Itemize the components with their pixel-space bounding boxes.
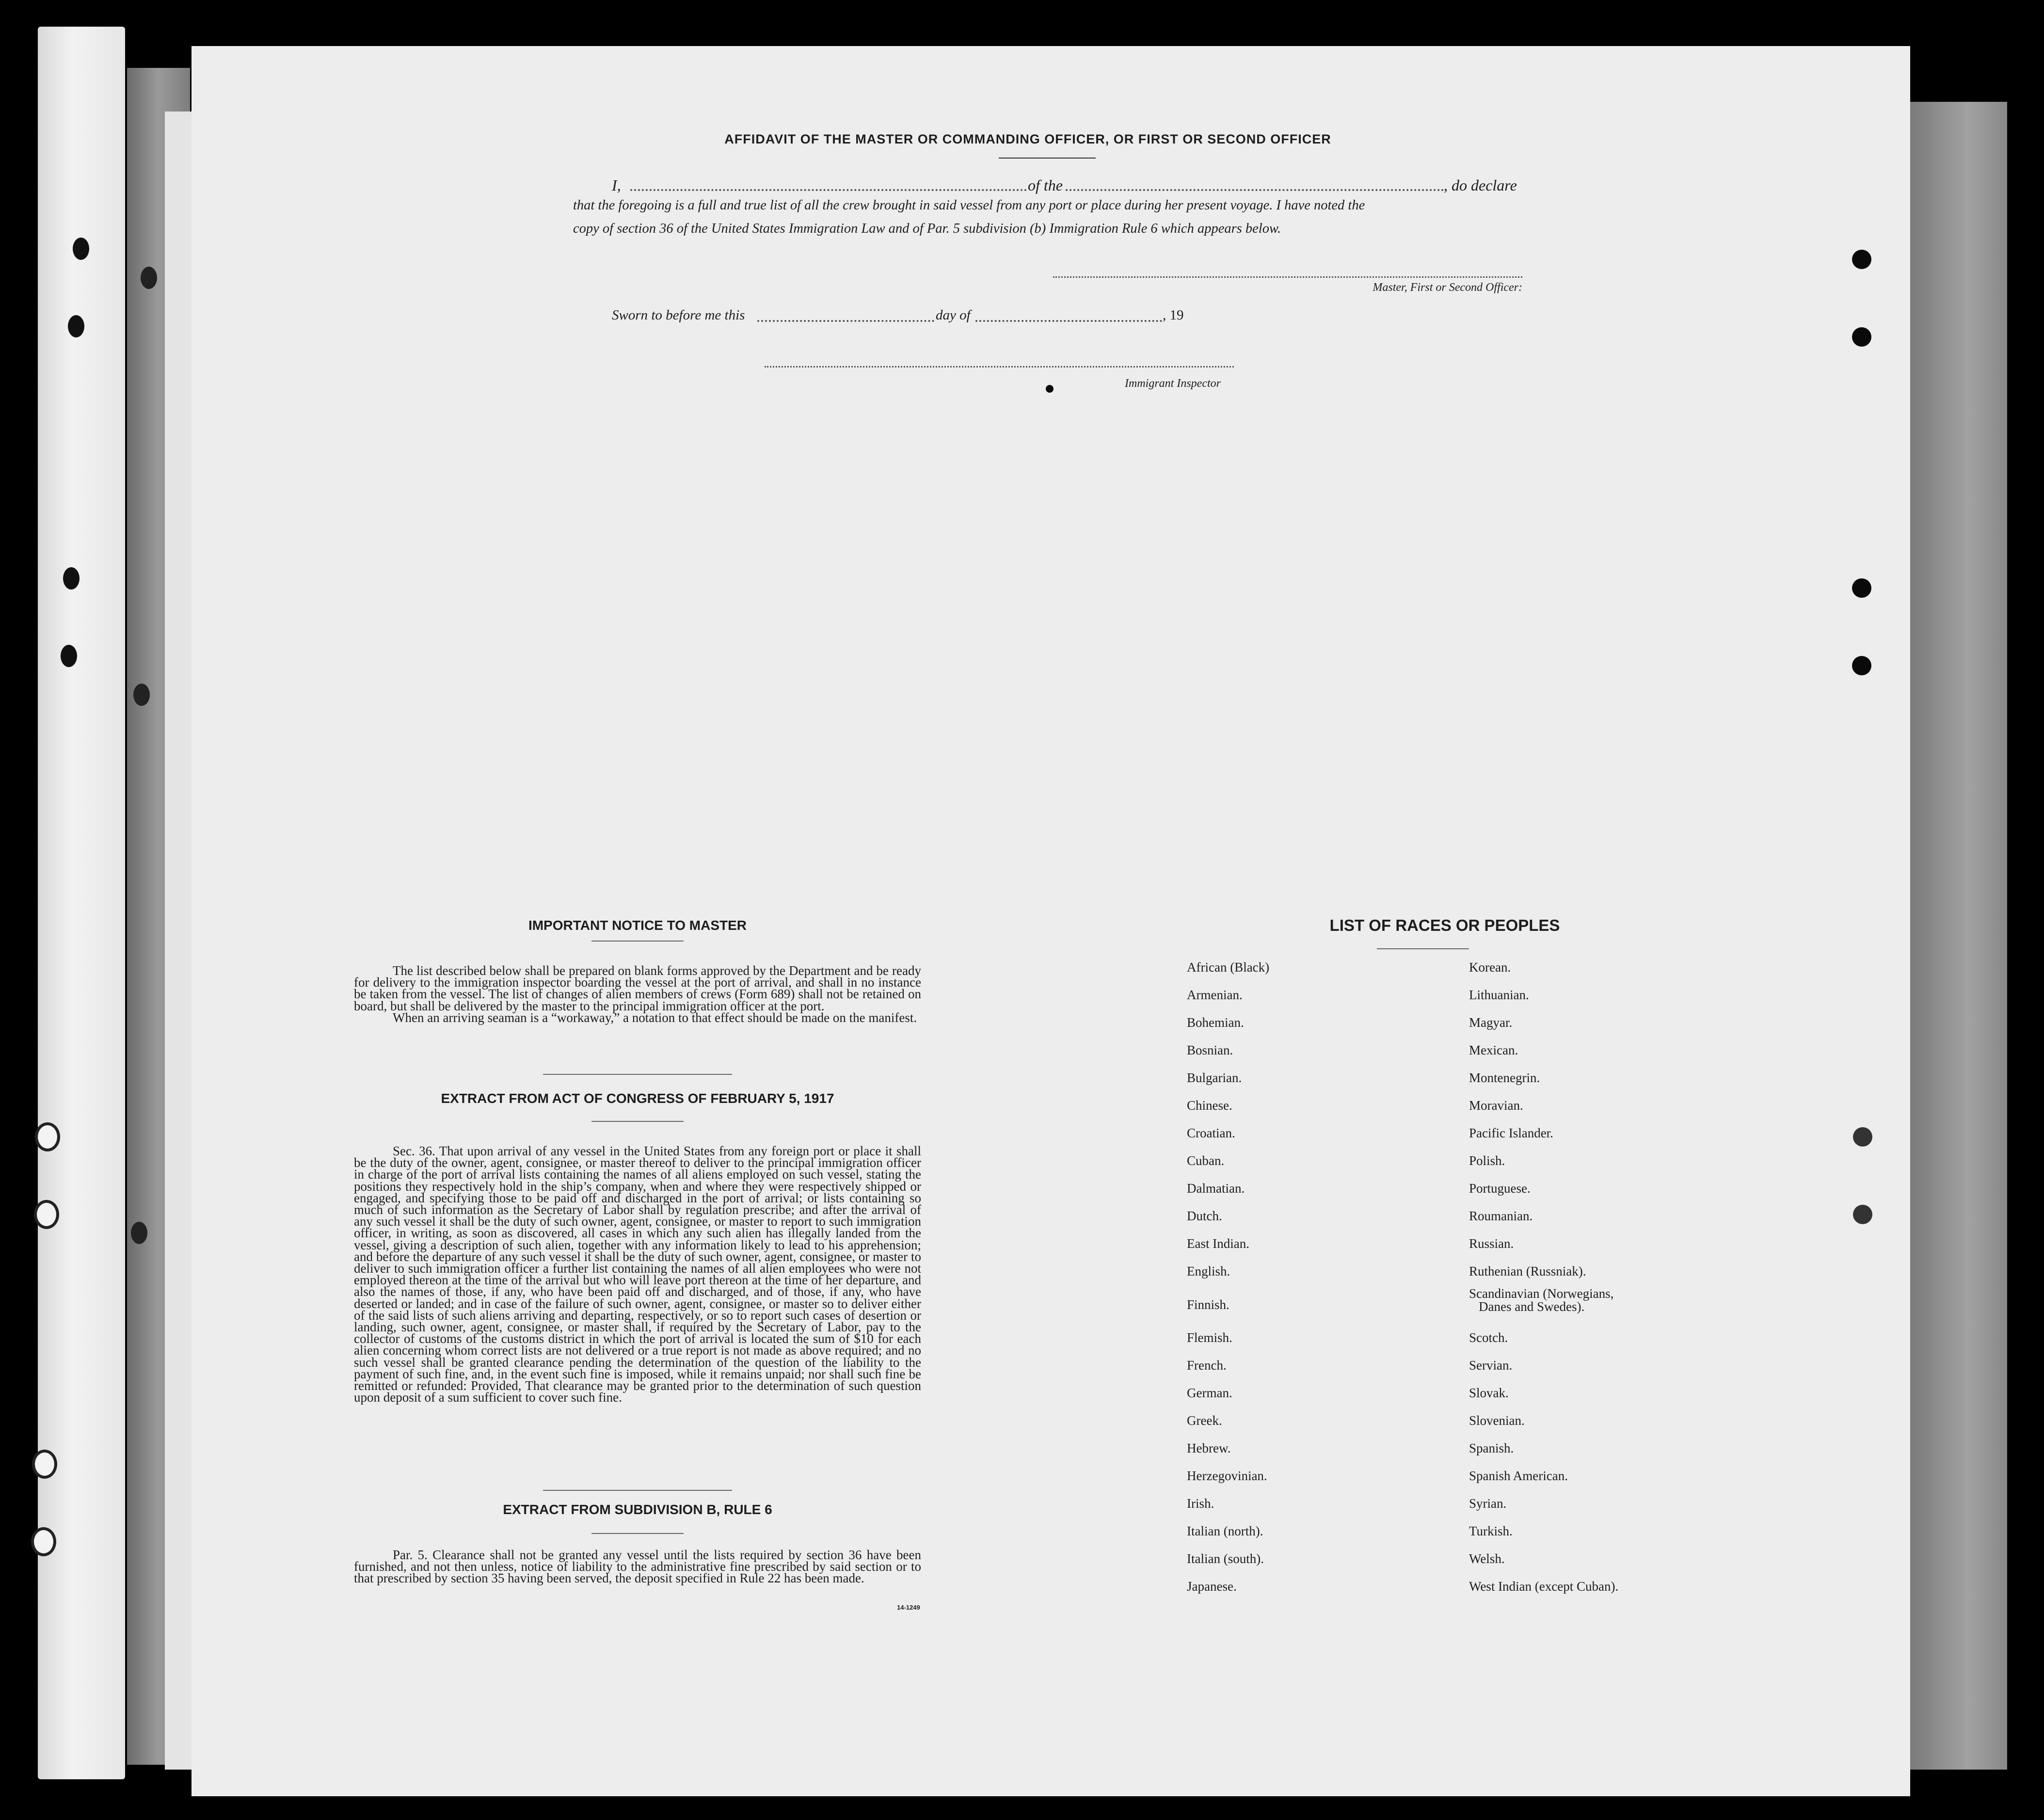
punch-hole (68, 315, 84, 337)
affidavit-text-line3: copy of section 36 of the United States Immigration Law and of Par. 5 subdivision (b) Immigration Rule 6 which appears below. (573, 221, 1281, 236)
punch-hole (133, 684, 150, 706)
race-item: Herzegovinian. (1187, 1469, 1267, 1483)
race-item: Finnish. (1187, 1297, 1230, 1312)
race-item: Slovak. (1469, 1386, 1509, 1400)
race-item: Roumanian. (1469, 1209, 1533, 1223)
race-item: English. (1187, 1264, 1230, 1278)
race-item: East Indian. (1187, 1236, 1249, 1251)
race-item: German. (1187, 1386, 1232, 1400)
divider (591, 1533, 684, 1534)
sworn-month-blank[interactable] (975, 320, 1162, 322)
punch-hole (141, 267, 157, 289)
race-item: African (Black) (1187, 960, 1270, 974)
notice-body (354, 965, 921, 1023)
affidavit-i-label: I, (612, 176, 621, 194)
sworn-label: Sworn to before me this (612, 307, 745, 323)
race-item: Dalmatian. (1187, 1181, 1245, 1196)
race-item: Turkish. (1469, 1524, 1513, 1538)
inspector-signature-blank[interactable] (765, 366, 1234, 367)
race-item: Armenian. (1187, 988, 1243, 1002)
race-item: Italian (north). (1187, 1524, 1263, 1538)
race-item: Welsh. (1469, 1551, 1505, 1566)
punch-hole (1853, 1205, 1872, 1224)
master-signature-label: Master, First or Second Officer: (1373, 281, 1522, 294)
race-item: Pacific Islander. (1469, 1126, 1553, 1140)
inspector-label: Immigrant Inspector (1125, 377, 1221, 390)
race-item: Flemish. (1187, 1330, 1232, 1345)
race-item: Danes and Swedes). (1479, 1299, 1585, 1314)
ring-hole (32, 1450, 57, 1479)
binder-cover-right (1910, 102, 2007, 1770)
notice-paragraph-2: When an arriving seaman is a “workaway,” a notation to that effect should be made on the manifest. (393, 1010, 917, 1025)
race-item: Magyar. (1469, 1015, 1513, 1030)
punch-hole (61, 645, 77, 667)
race-item: Chinese. (1187, 1098, 1232, 1113)
form-number: 14-1249 (897, 1604, 920, 1611)
divider (1377, 948, 1469, 949)
race-item: Hebrew. (1187, 1441, 1231, 1455)
race-item: Spanish American. (1469, 1469, 1568, 1483)
extract-act-body (354, 1145, 921, 1403)
punch-hole (1852, 578, 1871, 598)
master-signature-blank[interactable] (1053, 276, 1522, 278)
races-title: LIST OF RACES OR PEOPLES (1329, 916, 1560, 934)
divider (543, 1074, 732, 1075)
affidavit-of-label: of the (1028, 176, 1063, 194)
divider (591, 941, 684, 942)
race-item: Lithuanian. (1469, 988, 1529, 1002)
affidavit-declare-label: , do declare (1444, 176, 1517, 194)
affidavit-title: AFFIDAVIT OF THE MASTER OR COMMANDING OFFICER, OR FIRST OR SECOND OFFICER (724, 132, 1331, 146)
race-item: Scotch. (1469, 1330, 1508, 1345)
race-item: Italian (south). (1187, 1551, 1264, 1566)
affidavit-text-line2: that the foregoing is a full and true list of all the crew brought in said vessel from any port or place during her present voyage. I have noted the (573, 198, 1365, 213)
race-item: Slovenian. (1469, 1413, 1525, 1428)
race-item: Bohemian. (1187, 1015, 1244, 1030)
ink-dot (1046, 385, 1054, 393)
notice-title: IMPORTANT NOTICE TO MASTER (528, 918, 747, 933)
sworn-day-blank[interactable] (757, 320, 934, 322)
extract-rule-body (354, 1549, 921, 1584)
punch-hole (1852, 656, 1871, 675)
binder-strip-left (38, 27, 125, 1779)
par-5-text: Par. 5. Clearance shall not be granted any vessel until the lists required by section 36 have been furnished, and not then unless, notice of liability to the administrative fine prescribed by said section or to that prescribed by section 35 having been served, the deposit specified in Rule 22 has been made. (354, 1548, 921, 1586)
race-item: Syrian. (1469, 1496, 1507, 1511)
punch-hole (63, 567, 80, 590)
vessel-blank[interactable] (1066, 189, 1444, 191)
race-item: Dutch. (1187, 1209, 1222, 1223)
ring-hole (31, 1527, 56, 1556)
race-item: Montenegrin. (1469, 1070, 1540, 1085)
punch-hole (1853, 1127, 1872, 1147)
name-blank[interactable] (630, 189, 1027, 191)
ring-hole (34, 1200, 59, 1229)
punch-hole (73, 238, 89, 260)
race-item: Scandinavian (Norwegians, (1469, 1286, 1614, 1301)
extract-rule-title: EXTRACT FROM SUBDIVISION B, RULE 6 (503, 1502, 772, 1517)
race-item: Korean. (1469, 960, 1511, 974)
race-item: Mexican. (1469, 1043, 1518, 1057)
race-item: Russian. (1469, 1236, 1514, 1251)
divider (543, 1490, 732, 1491)
race-item: French. (1187, 1358, 1227, 1373)
ring-hole (35, 1122, 60, 1151)
extract-act-title: EXTRACT FROM ACT OF CONGRESS OF FEBRUARY 5, 1917 (441, 1091, 834, 1106)
day-of-label: day of (936, 307, 971, 323)
race-item: Japanese. (1187, 1579, 1237, 1594)
race-item: Irish. (1187, 1496, 1214, 1511)
race-item: Greek. (1187, 1413, 1222, 1428)
divider (591, 1121, 684, 1122)
race-item: West Indian (except Cuban). (1469, 1579, 1619, 1594)
race-item: Portuguese. (1469, 1181, 1531, 1196)
punch-hole (131, 1222, 147, 1244)
divider (999, 158, 1096, 159)
race-item: Croatian. (1187, 1126, 1235, 1140)
race-item: Spanish. (1469, 1441, 1514, 1455)
race-item: Bulgarian. (1187, 1070, 1242, 1085)
race-item: Servian. (1469, 1358, 1513, 1373)
punch-hole (1852, 327, 1871, 347)
race-item: Bosnian. (1187, 1043, 1233, 1057)
race-item: Moravian. (1469, 1098, 1523, 1113)
section-36-text: Sec. 36. That upon arrival of any vessel in the United States from any foreign port or place it shall be the duty of the owner, agent, consignee, or master thereof to deliver to the principal immigration officer in charge of the port of arrival lists containing the names of all aliens employed on such vessel, stating the positions they respectively hold in the ship’s company, when and where they were respectively shipped or engaged, and specifying those to be paid off and discharged in the port of arrival; or lists containing so much of such information as the Secretary of Labor shall by regulation prescribe; and after the arrival of any such vessel it shall be the duty of such owner, agent, consignee, or master to report to such immigration officer, in writing, as soon as discovered, all cases in which any such alien has illegally landed from the vessel, giving a description of such alien, together with any information likely to lead to his apprehension; and before the departure of any such vessel it shall be the duty of such owner, agent, consignee, or master to deliver to such immigration officer a further list containing the names of all alien employees who were not employed thereon at the time of the arrival but who will leave port thereon at the time of her departure, and also the names of those, if any, who have been paid off and discharged, and of those, if any, who have deserted or landed; and in case of the failure of such owner, agent, consignee, or master so to deliver either of the said lists of such aliens arriving and departing, respectively, or so to report such cases of desertion or landing, such owner, agent, consignee, or master shall, if required by the Secretary of Labor, pay to the collector of customs of the customs district in which the port of arrival is located the sum of $10 for each alien concerning whom correct lists are not delivered or a true report is not made as above required; and no such vessel shall be granted clearance pending the determination of the question of the liability to the payment of such fine, and, in the event such fine is imposed, while it remains unpaid; nor shall such fine be remitted or refunded: Provided, That clearance may be granted prior to the determination of such question upon deposit of a sum sufficient to cover such fine. (354, 1144, 921, 1405)
year-label: , 19 (1163, 307, 1184, 323)
race-item: Cuban. (1187, 1153, 1225, 1168)
race-item: Ruthenian (Russniak). (1469, 1264, 1586, 1278)
notice-paragraph-1: The list described below shall be prepared on blank forms approved by the Department and be ready for delivery to the immigration inspector boarding the vessel at the port of arrival, and shall in no instance be taken from the vessel. The list of changes of alien members of crews (Form 689) shall not be retained on board, but shall be delivered by the master to the principal immigration officer at the port. (354, 963, 921, 1013)
race-item: Polish. (1469, 1153, 1505, 1168)
punch-hole (1852, 250, 1871, 269)
